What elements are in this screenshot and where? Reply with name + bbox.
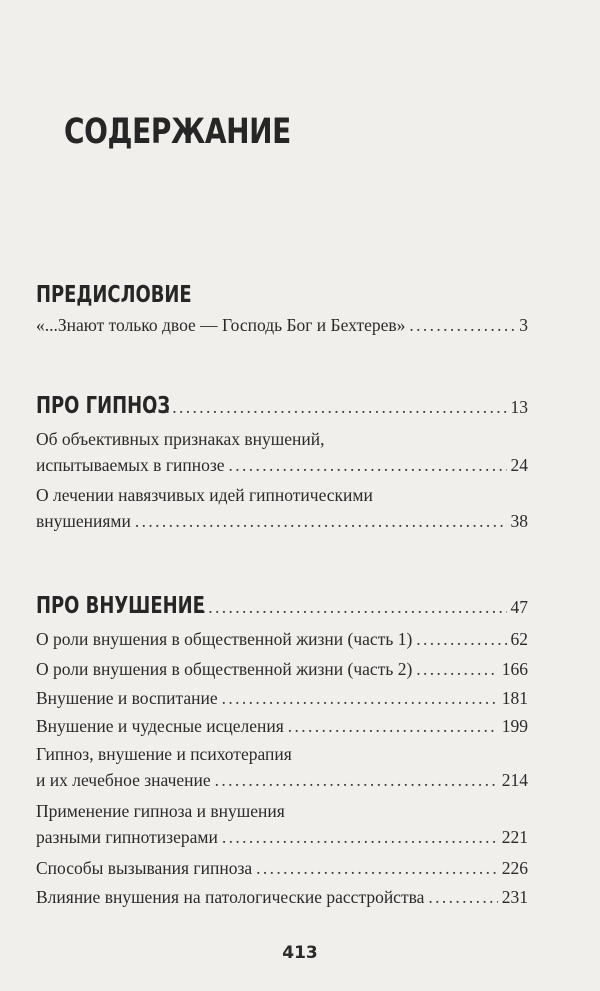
toc-entry-line: Об объективных признаках внушений, bbox=[36, 429, 325, 449]
section-heading-label: ПРЕДИСЛОВИЕ bbox=[36, 282, 192, 308]
toc-entry-line bbox=[36, 685, 528, 711]
toc-entry bbox=[36, 626, 528, 652]
toc-entry-line bbox=[36, 656, 528, 682]
section-heading-suggestion bbox=[36, 593, 528, 619]
toc-page-number: 3 bbox=[519, 315, 528, 335]
toc-entry-text: внушениями bbox=[36, 511, 131, 531]
toc-entry bbox=[36, 741, 528, 793]
toc-entry-line bbox=[36, 824, 528, 850]
toc-page-number: 226 bbox=[501, 858, 528, 878]
toc-entry bbox=[36, 482, 528, 534]
toc-entry-text: О роли внушения в общественной жизни (часть 2) bbox=[36, 659, 413, 679]
toc-page-number: 214 bbox=[501, 770, 528, 790]
toc-entry bbox=[36, 884, 528, 910]
toc-page-number: 24 bbox=[510, 455, 528, 475]
toc-entry-line: Применение гипноза и внушения bbox=[36, 801, 285, 821]
dot-leader bbox=[135, 508, 507, 534]
dot-leader bbox=[215, 767, 498, 793]
toc-entry bbox=[36, 798, 528, 850]
toc-entry-text: испытываемых в гипнозе bbox=[36, 455, 225, 475]
dot-leader bbox=[229, 452, 507, 478]
section-heading-label: ПРО ГИПНОЗ bbox=[36, 393, 171, 419]
toc-page-number: 13 bbox=[510, 397, 528, 417]
dot-leader bbox=[222, 824, 498, 850]
toc-entry-text: Способы вызывания гипноза bbox=[36, 858, 253, 878]
dot-leader bbox=[152, 397, 507, 418]
page-number: 413 bbox=[282, 943, 318, 963]
dot-leader bbox=[416, 626, 506, 652]
toc-entry-text: Внушение и воспитание bbox=[36, 688, 218, 708]
dot-leader bbox=[222, 685, 498, 711]
dot-leader bbox=[409, 312, 515, 338]
toc-entry-line: Гипноз, внушение и психотерапия bbox=[36, 744, 292, 764]
toc-entry bbox=[36, 855, 528, 881]
toc-entry-line: О лечении навязчивых идей гипнотическими bbox=[36, 485, 373, 505]
toc-page-number: 221 bbox=[501, 827, 528, 847]
toc-entry-text: «...Знают только двое — Господь Бог и Бехтерев» bbox=[36, 315, 406, 335]
toc-entry bbox=[36, 656, 528, 682]
toc-entry-line bbox=[36, 713, 528, 739]
dot-leader bbox=[416, 656, 497, 682]
toc-entry-line bbox=[36, 626, 528, 652]
toc-entry bbox=[36, 713, 528, 739]
toc-entry bbox=[36, 312, 528, 338]
dot-leader bbox=[288, 713, 498, 739]
toc-entry-text: О роли внушения в общественной жизни (часть 1) bbox=[36, 629, 413, 649]
section-heading-label: ПРО ВНУШЕНИЕ bbox=[36, 593, 205, 619]
toc-page-number: 166 bbox=[501, 659, 528, 679]
toc-entry-line bbox=[36, 312, 528, 338]
dot-leader bbox=[188, 597, 507, 618]
toc-entry-text: Влияние внушения на патологические расстройства bbox=[36, 887, 425, 907]
toc-page-number: 181 bbox=[501, 688, 528, 708]
toc-entry-line bbox=[36, 767, 528, 793]
page-title: СОДЕРЖАНИЕ bbox=[64, 112, 291, 152]
toc-entry bbox=[36, 426, 528, 478]
toc-entry-text: Внушение и чудесные исцеления bbox=[36, 716, 284, 736]
dot-leader bbox=[256, 855, 498, 881]
toc-page-number: 62 bbox=[510, 629, 528, 649]
dot-leader bbox=[428, 884, 497, 910]
toc-entry-line bbox=[36, 508, 528, 534]
toc-entry-line bbox=[36, 452, 528, 478]
toc-entry-line bbox=[36, 884, 528, 910]
section-heading-hypnosis bbox=[36, 393, 528, 419]
section-heading-preface bbox=[36, 282, 528, 308]
toc-page-number: 231 bbox=[501, 887, 528, 907]
toc-page-number: 199 bbox=[501, 716, 528, 736]
toc-entry-text: и их лечебное значение bbox=[36, 770, 211, 790]
toc-entry-text: разными гипнотизерами bbox=[36, 827, 218, 847]
toc-entry-line bbox=[36, 855, 528, 881]
toc-page-number: 38 bbox=[510, 511, 528, 531]
toc-entry bbox=[36, 685, 528, 711]
toc-page-number: 47 bbox=[510, 597, 528, 617]
